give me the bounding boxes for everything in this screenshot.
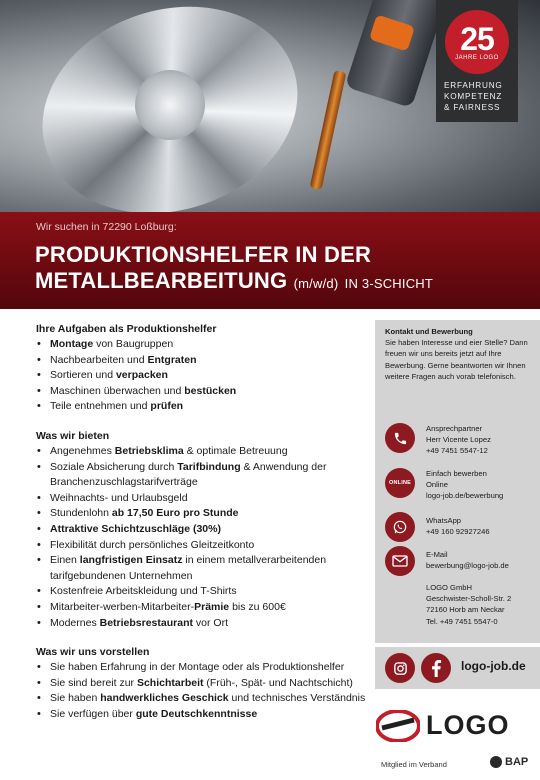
phone-icon — [385, 423, 415, 453]
badge-claim-line: & FAIRNESS — [444, 103, 501, 112]
list-item-bold: Prämie — [194, 600, 230, 613]
online-url[interactable]: logo-job.de/bewerbung — [426, 491, 504, 501]
list-item-bold: prüfen — [150, 400, 184, 413]
list-item — [36, 368, 370, 384]
list-item-pre: Sortieren und — [50, 369, 116, 382]
title-banner — [0, 212, 540, 309]
whatsapp-number: +49 160 92927246 — [426, 527, 490, 537]
badge-claim — [444, 80, 514, 113]
list-item-bold: gute Deutschkenntnisse — [135, 707, 258, 720]
job-title-gender: (m/w/d) — [293, 276, 339, 291]
email-label: E-Mail — [426, 550, 448, 559]
list-item-post: & Anwendung der Branchenzuschlagstarifverträge — [50, 460, 327, 489]
anniversary-circle — [445, 10, 509, 74]
list-item — [36, 676, 370, 692]
hero-image — [0, 0, 540, 212]
list-item — [36, 660, 370, 676]
list-item — [36, 553, 370, 584]
social-bar — [375, 647, 540, 689]
list-item-pre: Flexibilität durch persönliches Gleitzeitkonto — [50, 538, 255, 551]
logo-word: LOGO — [426, 710, 510, 740]
list-item-bold: verpacken — [115, 369, 168, 382]
list-item-bold: bestücken — [184, 384, 237, 397]
instagram-icon[interactable] — [385, 653, 415, 683]
contact-email-text — [426, 549, 538, 571]
list-item-bold: Montage — [50, 338, 94, 350]
job-title-shift: IN 3-SCHICHT — [344, 276, 434, 291]
whatsapp-icon — [385, 512, 415, 542]
anniversary-badge — [436, 0, 518, 122]
job-title-main: METALLBEARBEITUNG — [35, 268, 288, 293]
company-logo — [376, 706, 536, 746]
list-item-pre: Weihnachts- und Urlaubsgeld — [50, 491, 188, 504]
list-item-bold: handwerkliches Geschick — [100, 692, 229, 705]
list-item — [36, 384, 370, 400]
contact-heading: Kontakt und Bewerbung — [385, 327, 473, 336]
contact-whatsapp-text — [426, 515, 538, 537]
turbine-hub-graphic — [135, 70, 205, 140]
section-title-bieten: Was wir bieten — [36, 429, 110, 442]
list-item-pre: Sie haben Erfahrung in der Montage oder als Produktionshelfer — [50, 661, 345, 674]
list-item-post: vor Ort — [192, 616, 228, 629]
list-item-post: & optimale Betreuung — [183, 444, 288, 457]
job-title-line2 — [35, 268, 433, 296]
company-street: Geschwister-Scholl-Str. 2 — [426, 594, 512, 604]
contact-phone[interactable] — [385, 423, 537, 463]
list-item-bold: ab 17,50 Euro pro Stunde — [111, 507, 239, 520]
list-item — [36, 444, 370, 460]
list-item-post: bis zu 600€ — [229, 600, 286, 613]
list-item — [36, 538, 370, 554]
contact-online-text — [426, 468, 538, 502]
contact-email[interactable] — [385, 546, 537, 586]
list-item-pre: Sie verfügen über — [50, 707, 136, 720]
list-item — [36, 707, 370, 723]
list-item — [36, 353, 370, 369]
company-address — [426, 582, 511, 627]
list-item — [36, 506, 370, 522]
list-item-pre: Mitarbeiter-werben-Mitarbeiter- — [50, 600, 195, 613]
list-item-bold: Schichtarbeit — [136, 676, 204, 689]
list-item — [36, 600, 370, 616]
contact-online[interactable] — [385, 468, 537, 508]
contact-intro-text: Sie haben Interesse und eier Stelle? Dann freuen wir uns bereits jetzt auf Ihre Bewerbung. Gerne beantworten wir Ihnen weitere Fragen auch vorab telefonisch. — [385, 338, 528, 381]
logo-mark-icon — [376, 710, 420, 742]
partner-phone: +49 7451 5547-12 — [426, 446, 488, 456]
email-value[interactable]: bewerbung@logo-job.de — [426, 561, 509, 571]
list-item — [36, 460, 370, 491]
list-item — [36, 584, 370, 600]
list-item-bold: Tarifbindung — [177, 460, 241, 473]
list-item-post: von Baugruppen — [93, 338, 174, 350]
list-item-pre: Kostenfreie Arbeitskleidung und T-Shirts — [50, 585, 237, 598]
badge-claim-line: ERFAHRUNG — [444, 81, 503, 90]
list-item-pre: Stundenlohn — [50, 507, 112, 520]
list-item-bold: Attraktive Schichtzuschläge (30%) — [50, 522, 221, 535]
company-city: 72160 Horb am Neckar — [426, 605, 505, 615]
list-item-bold: langfristigen Einsatz — [79, 554, 183, 567]
online-label: Einfach bewerben — [426, 469, 487, 478]
list-item-bold: Betriebsklima — [114, 444, 184, 457]
list-item — [36, 522, 370, 538]
spindle-graphic — [345, 0, 446, 108]
list-item-pre: Teile entnehmen und — [50, 400, 151, 413]
list-item — [36, 399, 370, 415]
list-item — [36, 491, 370, 507]
milling-tool-graphic — [310, 70, 347, 190]
bieten-list — [36, 444, 370, 631]
contact-phone-text — [426, 423, 538, 457]
list-item — [36, 691, 370, 707]
list-item-bold: Entgraten — [147, 353, 197, 366]
list-item-pre: Einen — [50, 554, 80, 567]
bap-logo — [490, 756, 528, 768]
partner-name: Herr Vicente Lopez — [426, 435, 491, 445]
bap-text: BAP — [505, 756, 529, 768]
list-item-pre: Sie sind bereit zur — [50, 676, 137, 689]
job-title-line1: PRODUKTIONSHELFER IN DER — [35, 242, 372, 267]
list-item-pre: Sie haben — [50, 692, 101, 705]
vorstellen-list — [36, 660, 370, 722]
list-item-pre: Soziale Absicherung durch — [50, 460, 178, 473]
online-sub: Online — [426, 480, 448, 490]
list-item-pre: Nachbearbeiten und — [50, 353, 148, 366]
list-item — [36, 337, 370, 353]
whatsapp-label: WhatsApp — [426, 516, 462, 525]
contact-panel — [375, 320, 540, 643]
online-badge: ONLINE — [389, 480, 411, 486]
list-item-bold: Betriebsrestaurant — [99, 616, 193, 629]
list-item — [36, 616, 370, 632]
aufgaben-list — [36, 337, 370, 415]
facebook-icon[interactable] — [421, 653, 451, 683]
list-item-post: (Früh-, Spät- und Nachtschicht) — [203, 676, 353, 689]
online-apply-icon — [385, 468, 415, 498]
section-title-aufgaben: Ihre Aufgaben als Produktionshelfer — [36, 323, 217, 335]
section-title-vorstellen: Was wir uns vorstellen — [36, 646, 150, 659]
location-intro: Wir suchen in 72290 Loßburg: — [36, 221, 177, 233]
website-link[interactable]: logo-job.de — [461, 659, 526, 673]
membership-note: Mitglied im Verband — [381, 760, 447, 769]
list-item-pre: Modernes — [50, 616, 100, 629]
list-item-pre: Maschinen überwachen und — [50, 384, 185, 397]
partner-label: Ansprechpartner — [426, 424, 483, 433]
anniversary-number: 25 — [460, 20, 494, 57]
bap-dot-icon — [490, 756, 502, 768]
job-details — [36, 322, 370, 722]
list-item-post: in einem metallverarbeitenden tarifgebundenen Unternehmen — [50, 554, 327, 582]
email-icon — [385, 546, 415, 576]
anniversary-sub: JAHRE LOGO — [455, 54, 499, 61]
list-item-post: und technisches Verständnis — [228, 692, 366, 705]
company-name: LOGO GmbH — [426, 583, 472, 592]
list-item-pre: Angenehmes — [50, 444, 115, 457]
contact-intro — [385, 326, 535, 382]
company-tel: Tel. +49 7451 5547-0 — [426, 616, 498, 626]
badge-claim-line: KOMPETENZ — [444, 92, 503, 101]
